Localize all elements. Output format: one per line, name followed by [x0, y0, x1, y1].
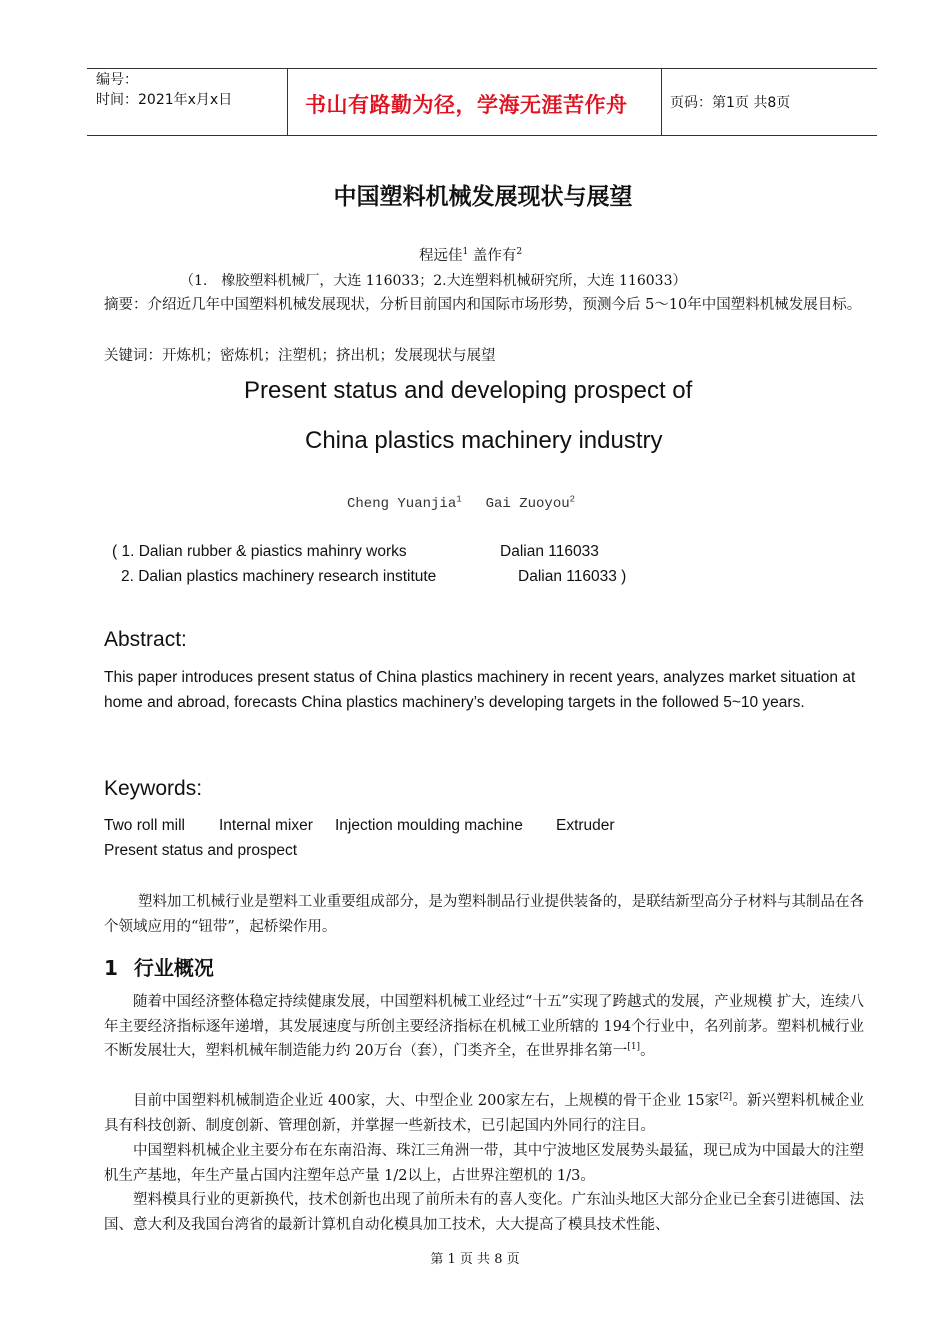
authors-cn	[419, 244, 522, 265]
section-1-p2-end: 。新兴塑料机械企业具有科技创新、制度创新、管理创新，并掌握一些新技术，已引起国内外同行的注目。	[104, 1093, 864, 1134]
section-1-paragraph-4: 塑料模具行业的更新换代，技术创新也出现了前所未有的喜人变化。广东汕头地区大部分企业已全套引进德国、法国、意大利及我国台湾省的最新计算机自动化模具加工技术，大大提高了模具技术性能、	[104, 1192, 864, 1233]
abstract-en-heading: Abstract:	[104, 628, 187, 651]
affiliation-en-2-org: 2. Dalian plastics machinery research institute	[121, 568, 437, 585]
affiliation-cn: （1. 橡胶塑料机械厂，大连 116033；2.大连塑料机械研究所，大连 116033）	[180, 273, 687, 289]
section-1-p2-ref: [2]	[719, 1092, 733, 1103]
keywords-cn	[104, 344, 496, 365]
header-divider-left	[287, 68, 288, 136]
author-en-2-sup: 2	[569, 494, 576, 505]
affiliation-en-1-city: Dalian 116033	[500, 543, 599, 560]
header-divider-right	[661, 68, 662, 136]
header-motto: 书山有路勤为径，学海无涯苦作舟	[305, 93, 628, 117]
keywords-en-heading: Keywords:	[104, 777, 203, 800]
keyword-en-2: Internal mixer	[219, 817, 313, 834]
author-en-1-sup: 1	[456, 494, 462, 505]
abstract-cn-label: 摘要：	[104, 297, 148, 313]
section-1-p1-end: 。	[640, 1043, 655, 1060]
title-en-line1: Present status and developing prospect of	[244, 377, 693, 404]
header-page-label: 页码：第1页 共8页	[670, 95, 791, 111]
keywords-cn-text: 开炼机；密炼机；注塑机；挤出机；发展现状与展望	[162, 348, 496, 364]
header-time-label: 时间：2021年x月x日	[96, 92, 233, 108]
section-1-paragraph-3: 中国塑料机械企业主要分布在东南沿海、珠江三角洲一带，其中宁波地区发展势头最猛，现已成为中国最大的注塑机生产基地，年生产量占国内注塑年总产量 1/2以上，占世界注塑机的 1/3。	[104, 1143, 864, 1184]
abstract-cn	[104, 293, 864, 318]
section-1-number: 1	[104, 956, 118, 980]
abstract-en-text: This paper introduces present status of China plastics machinery in recent years, analyzes market situation at home and abroad, forecasts China plastics machinery’s developing targets in the followed 5~10 years.	[104, 669, 856, 711]
affiliation-en-2-city: Dalian 116033 )	[518, 568, 627, 585]
section-1-p1-ref: [1]	[627, 1042, 641, 1053]
author-cn-1-sup: 1	[462, 247, 469, 258]
title-en-line2: China plastics machinery industry	[305, 427, 663, 454]
title-cn: 中国塑料机械发展现状与展望	[333, 184, 633, 210]
section-1-heading	[104, 952, 214, 981]
keyword-en-1: Two roll mill	[104, 817, 185, 834]
author-en-2: Gai Zuoyou	[485, 496, 570, 512]
author-cn-1: 程远佳	[419, 248, 463, 264]
author-en-1: Cheng Yuanjia	[347, 496, 457, 512]
section-1-p2-text: 目前中国塑料机械制造企业近 400家，大、中型企业 200家左右，上规模的骨干企业 15家	[133, 1093, 720, 1109]
keyword-en-4: Extruder	[556, 817, 615, 834]
intro-paragraph: 塑料加工机械行业是塑料工业重要组成部分，是为塑料制品行业提供装备的，是联结新型高分子材料与其制品在各个领域应用的“钮带”，起桥梁作用。	[104, 894, 864, 935]
section-1-title: 行业概况	[133, 956, 214, 980]
section-1-paragraph-1	[104, 990, 864, 1064]
header-top-border	[87, 68, 877, 69]
section-1-paragraph-2	[104, 1089, 864, 1138]
affiliation-en-1-org: ( 1. Dalian rubber & piastics mahinry works	[112, 543, 407, 560]
header-number-label: 编号：	[96, 72, 138, 88]
page-footer: 第 1 页 共 8 页	[430, 1252, 520, 1267]
keyword-en-5: Present status and prospect	[104, 842, 298, 859]
abstract-cn-text: 介绍近几年中国塑料机械发展现状，分析目前国内和国际市场形势，预测今后 5～10年中国塑料机械发展目标。	[147, 297, 862, 313]
author-cn-2: 盖作有	[472, 248, 517, 264]
header-bottom-border	[87, 135, 877, 136]
authors-en	[347, 496, 575, 512]
section-1-p1-text: 随着中国经济整体稳定持续健康发展，中国塑料机械工业经过“十五”实现了跨越式的发展，产业规模 扩大，连续八年主要经济指标逐年递增，其发展速度与所创主要经济指标在机械工业所辖的 194个行业中，名列前茅。塑料机械行业不断发展壮大，塑料机械年制造能力约 20万台（套），门类齐全，在世界排名第一	[104, 994, 864, 1060]
keyword-en-3: Injection moulding machine	[335, 817, 523, 834]
keywords-cn-label: 关键词：	[104, 348, 162, 364]
author-cn-2-sup: 2	[516, 247, 523, 258]
